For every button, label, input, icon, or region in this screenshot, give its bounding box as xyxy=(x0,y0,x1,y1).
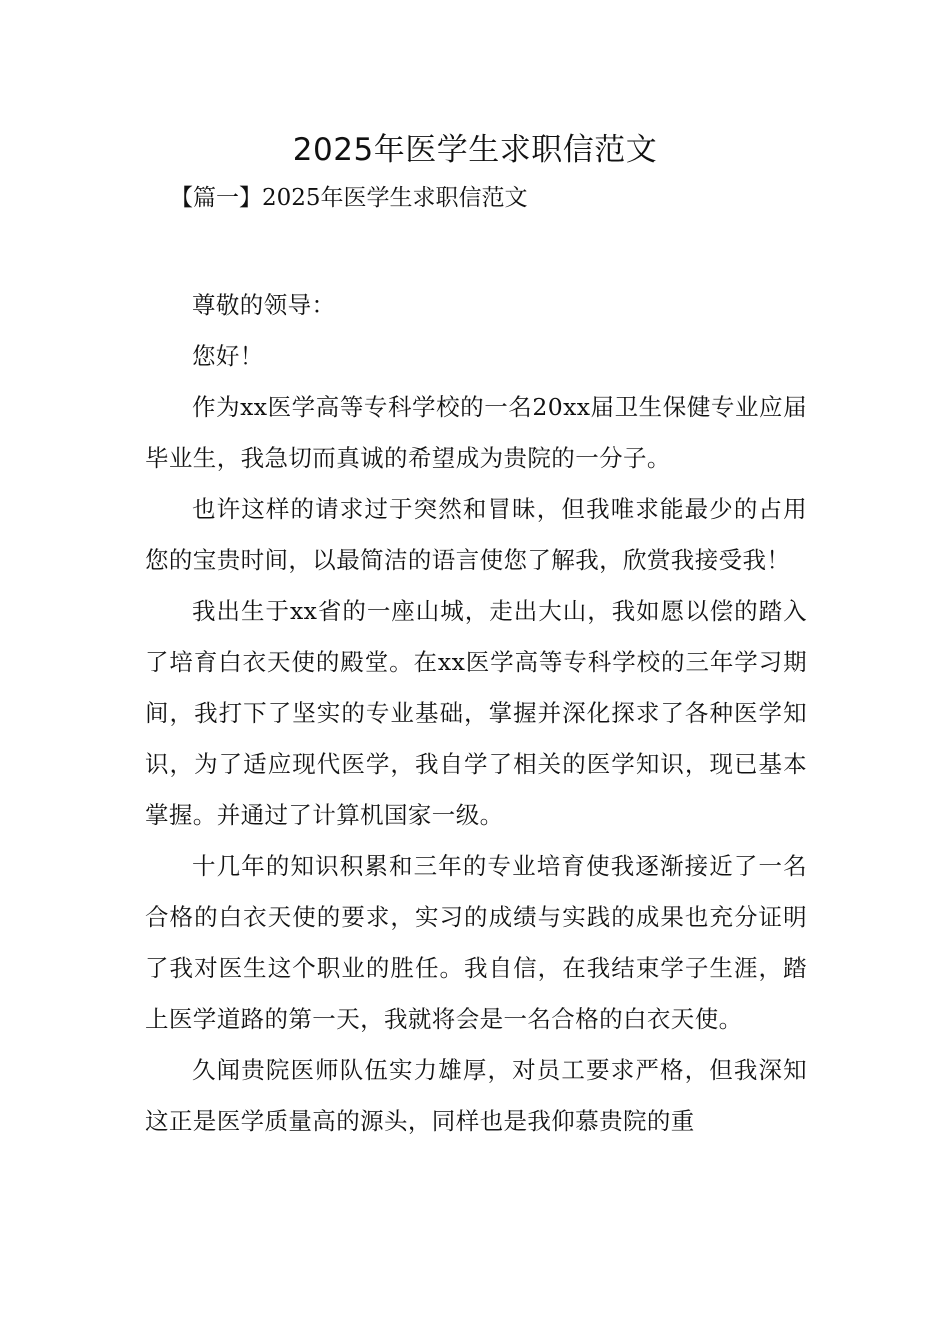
salutation: 尊敬的领导： xyxy=(192,291,336,319)
document-subtitle: 【篇一】2025年医学生求职信范文 xyxy=(170,185,528,211)
paragraph-request: 也许这样的请求过于突然和冒昧，但我唯求能最少的占用您的宝贵时间，以最简洁的语言使您了解我，欣赏我接受我！ xyxy=(145,495,807,574)
paragraph-hospital: 久闻贵院医师队伍实力雄厚，对员工要求严格，但我深知这正是医学质量高的源头，同样也是我仰慕贵院的重 xyxy=(145,1056,807,1135)
greeting: 您好！ xyxy=(192,342,264,370)
paragraph-intro: 作为xx医学高等专科学校的一名20xx届卫生保健专业应届毕业生，我急切而真诚的希望成为贵院的一分子。 xyxy=(145,393,807,472)
letter-body xyxy=(145,280,807,1147)
paragraph-background: 我出生于xx省的一座山城，走出大山，我如愿以偿的踏入了培育白衣天使的殿堂。在xx医学高等专科学校的三年学习期间，我打下了坚实的专业基础，掌握并深化探求了各种医学知识，为了适应现代医学，我自学了相关的医学知识，现已基本掌握。并通过了计算机国家一级。 xyxy=(145,597,807,829)
paragraph-qualification: 十几年的知识积累和三年的专业培育使我逐渐接近了一名合格的白衣天使的要求，实习的成绩与实践的成果也充分证明了我对医生这个职业的胜任。我自信，在我结束学子生涯，踏上医学道路的第一天，我就将会是一名合格的白衣天使。 xyxy=(145,852,807,1033)
document-title: 2025年医学生求职信范文 xyxy=(292,132,658,168)
